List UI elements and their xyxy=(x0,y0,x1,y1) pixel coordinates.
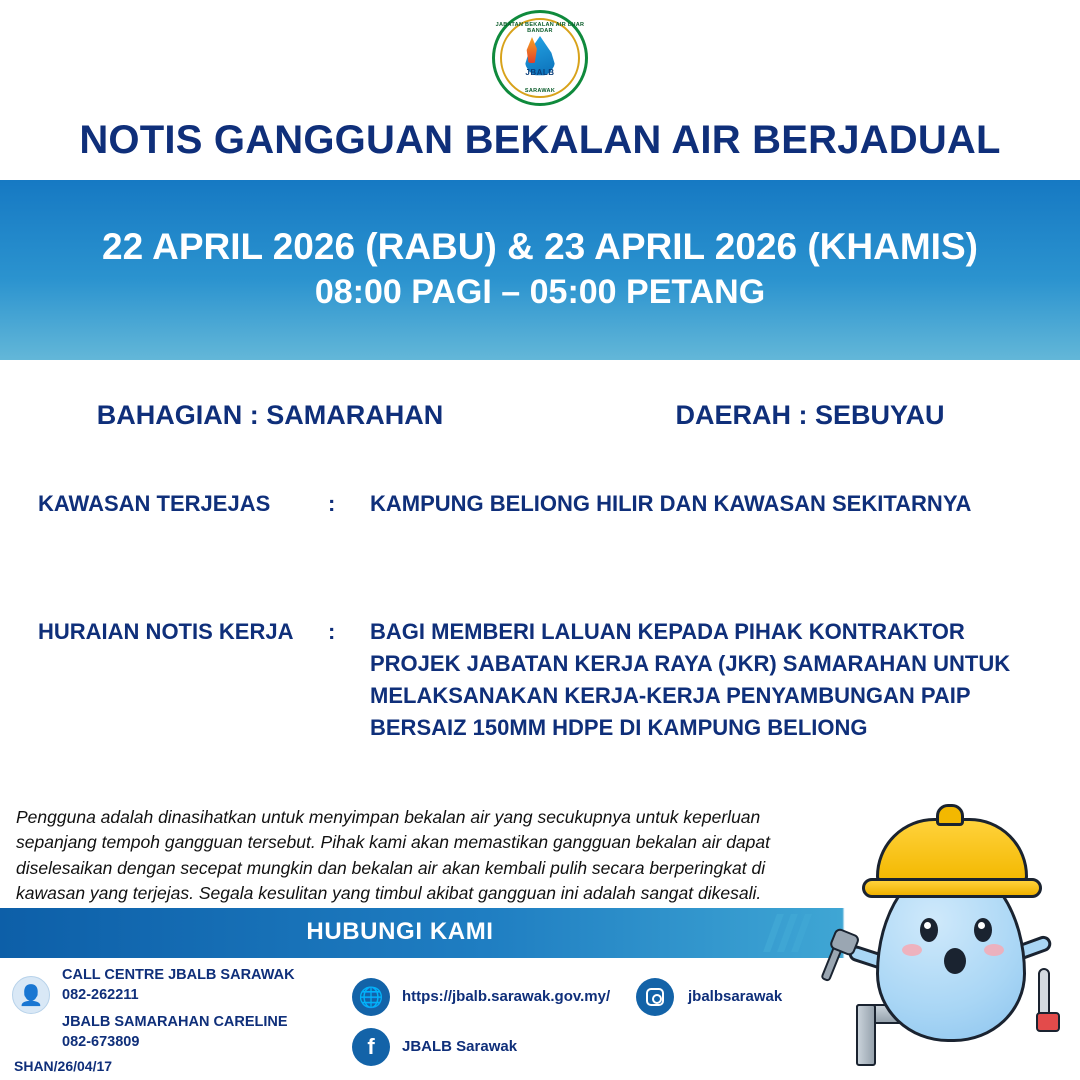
mascot-eye-left xyxy=(920,918,938,942)
mascot-cheek-right xyxy=(984,944,1004,956)
wrench-icon xyxy=(820,938,846,983)
phone-contacts xyxy=(62,966,295,1052)
banner-date: 22 APRIL 2026 (RABU) & 23 APRIL 2026 (KHAMIS) xyxy=(102,225,978,267)
work-description-label: HURAIAN NOTIS KERJA xyxy=(38,619,294,644)
affected-area-value: KAMPUNG BELIONG HILIR DAN KAWASAN SEKITARNYA xyxy=(370,491,972,516)
mascot-cheek-left xyxy=(902,944,922,956)
division-label: BAHAGIAN : SAMARAHAN xyxy=(96,400,444,430)
band-slashes-decoration xyxy=(770,914,830,952)
safety-helmet-icon xyxy=(876,818,1028,884)
jbalb-logo-icon xyxy=(492,10,588,106)
instagram-icon[interactable] xyxy=(636,978,674,1016)
contact-band-title: HUBUNGI KAMI xyxy=(306,918,494,945)
helmet-brim xyxy=(862,878,1042,898)
helmet-knob xyxy=(936,804,964,826)
logo-container xyxy=(0,10,1080,106)
mascot-mouth xyxy=(944,948,966,974)
careline-phone: 082-673809 xyxy=(62,1033,140,1050)
call-centre-phone: 082-262211 xyxy=(62,986,139,1003)
call-centre-name: CALL CENTRE JBALB SARAWAK xyxy=(62,967,295,983)
affected-area-block xyxy=(38,488,1048,520)
website-url[interactable]: https://jbalb.sarawak.gov.my/ xyxy=(402,988,611,1005)
region-row xyxy=(0,400,1080,431)
work-description-value: BAGI MEMBERI LALUAN KEPADA PIHAK KONTRAKTOR PROJEK JABATAN KERJA RAYA (JKR) SAMARAHAN UNTUK MELAKSANAKAN KERJA-KERJA PENYAMBUNGAN PAIP BERSAIZ 150MM HDPE DI KAMPUNG BELIONG xyxy=(370,619,1011,740)
page-title: NOTIS GANGGUAN BEKALAN AIR BERJADUAL xyxy=(79,118,1001,162)
careline-name: JBALB SAMARAHAN CARELINE xyxy=(62,1014,288,1031)
mascot-eye-right xyxy=(974,918,992,942)
work-description-block xyxy=(38,616,1048,744)
logo-text-top: JABATAN BEKALAN AIR LUAR BANDAR xyxy=(495,22,585,34)
pipe-vertical xyxy=(856,1004,876,1066)
affected-area-label: KAWASAN TERJEJAS xyxy=(38,491,271,516)
globe-icon[interactable]: 🌐 xyxy=(352,978,390,1016)
facebook-handle[interactable]: JBALB Sarawak xyxy=(402,1038,518,1055)
date-banner xyxy=(0,180,1080,360)
tool-icon xyxy=(1038,968,1050,1024)
affected-area-colon: : xyxy=(328,491,336,516)
district-label: DAERAH : SEBUYAU xyxy=(675,400,945,430)
banner-time: 08:00 PAGI – 05:00 PETANG xyxy=(314,273,766,312)
work-description-colon: : xyxy=(328,619,336,644)
logo-text-bottom: SARAWAK xyxy=(524,88,556,94)
instagram-handle[interactable]: jbalbsarawak xyxy=(688,988,783,1005)
person-icon: 👤 xyxy=(12,976,50,1014)
logo-abbr: JBALB xyxy=(525,68,555,77)
reference-code: SHAN/26/04/17 xyxy=(14,1058,113,1074)
facebook-icon[interactable]: f xyxy=(352,1028,390,1066)
mascot-illustration xyxy=(824,790,1074,1080)
advisory-note: Pengguna adalah dinasihatkan untuk menyimpan bekalan air yang secukupnya untuk keperluan sepanjang tempoh gangguan tersebut. Pihak kami akan memastikan gangguan bekalan air dapat diselesaikan dengan secepat mungkin dan bekalan air akan kembali pulih secara berperingkat di kawasan yang terjejas. Segala kesulitan yang timbul akibat gangguan ini adalah sangat dikesali. xyxy=(16,807,770,904)
